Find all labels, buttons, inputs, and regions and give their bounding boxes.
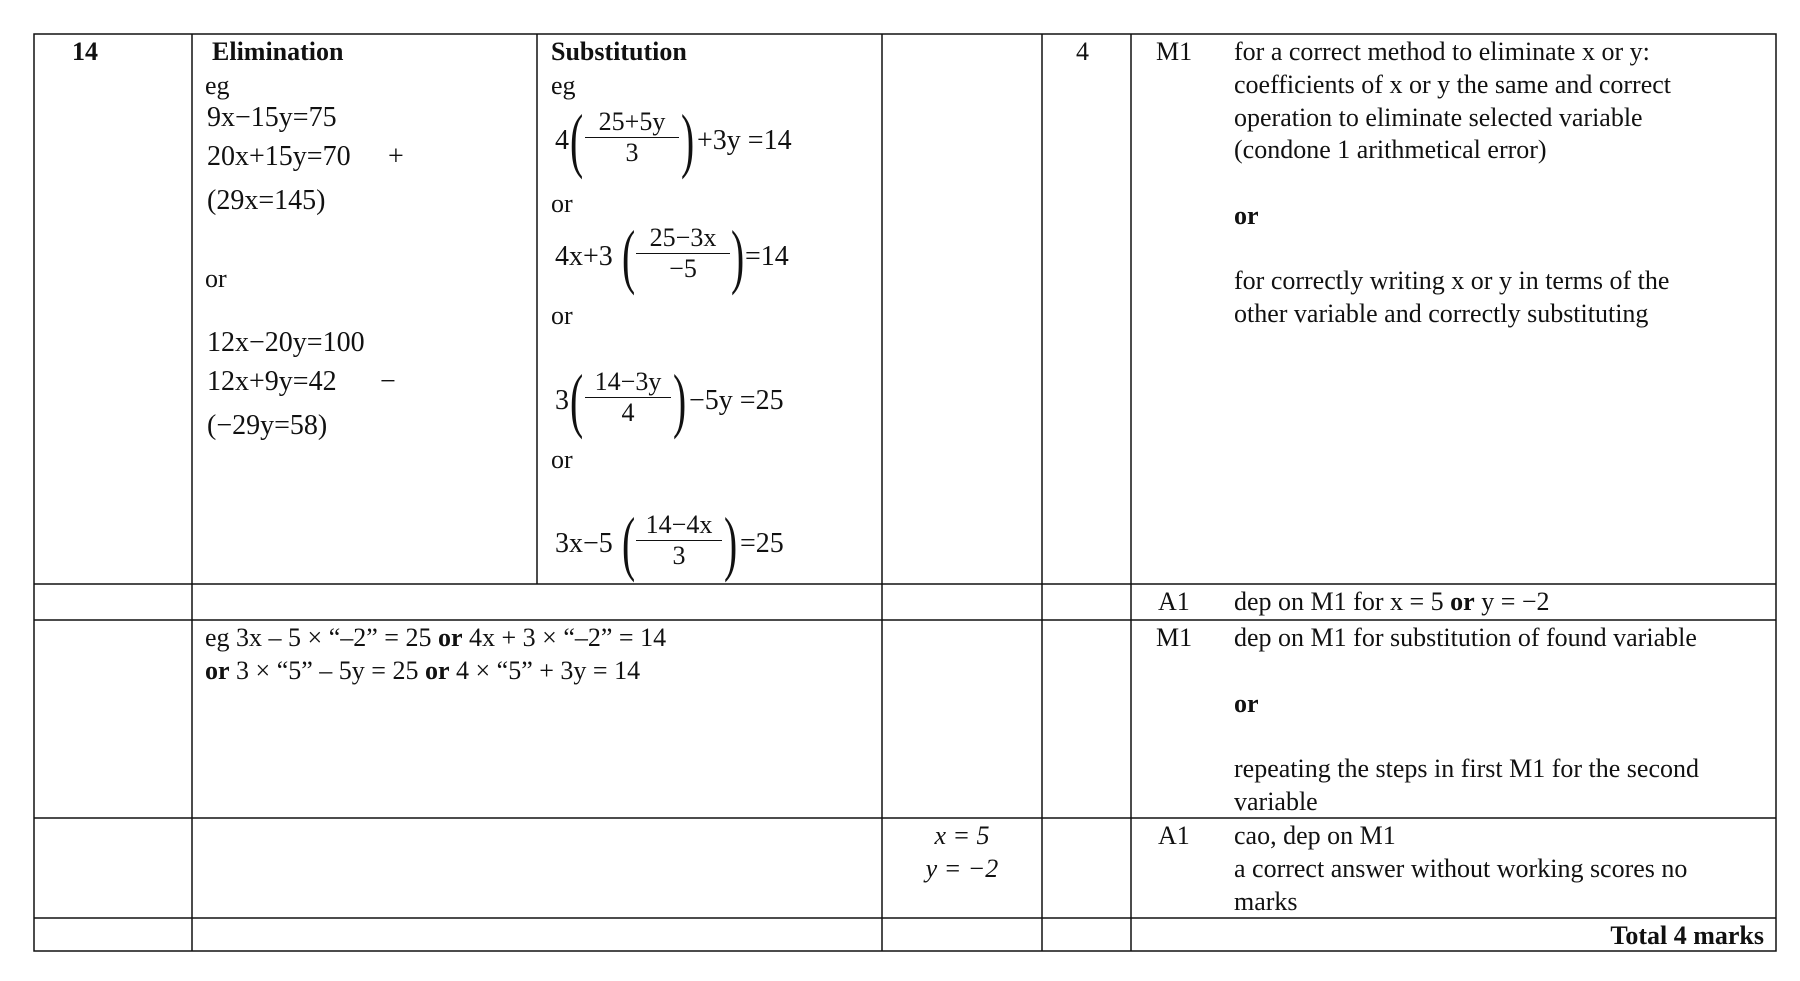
sub4-head: 3x−5: [555, 528, 613, 559]
row1-guidance-line3: operation to eliminate selected variable: [1234, 103, 1643, 132]
row3-guidance-line3: variable: [1234, 787, 1318, 816]
row4-mark-code: A1: [1158, 821, 1190, 850]
elimination-minus-sign: −: [380, 366, 396, 397]
row3-working-line2: [205, 655, 640, 687]
mark-total: 4: [1076, 37, 1089, 66]
elimination-heading: Elimination: [212, 37, 344, 66]
sub4-right-paren: ): [724, 503, 738, 583]
elimination-or: or: [205, 264, 227, 293]
sub4-numerator: 14−4x: [636, 510, 722, 541]
elimination-eq3: 12x−20y=100: [207, 327, 365, 358]
row3-guidance-line1: dep on M1 for substitution of found variable: [1234, 623, 1697, 652]
elimination-result-y: (−29y=58): [207, 410, 328, 441]
sub4-left-paren: (: [622, 503, 636, 583]
sub1-denominator: 3: [625, 138, 639, 167]
substitution-or-1: or: [551, 189, 573, 218]
sub2-fraction: [636, 223, 730, 284]
sub3-left-paren: (: [570, 360, 584, 440]
sub4-denominator: 3: [672, 541, 686, 570]
row1-guidance-line4: (condone 1 arithmetical error): [1234, 135, 1547, 164]
elimination-result-x: (29x=145): [207, 185, 326, 216]
sub3-numerator: 14−3y: [585, 367, 671, 398]
sub1-numerator: 25+5y: [585, 107, 679, 138]
sub2-right-paren: ): [731, 216, 745, 296]
row1-guidance-or: or: [1234, 201, 1259, 230]
row1-mark-code: M1: [1156, 37, 1193, 66]
sub1-right-paren: ): [681, 100, 695, 180]
row3-working-line2-tail: 4 × “5” + 3y = 14: [449, 656, 641, 685]
row3-working-line1: [205, 622, 666, 654]
sub3-denominator: 4: [621, 398, 635, 427]
sub3-right-paren: ): [673, 360, 687, 440]
substitution-heading: Substitution: [551, 37, 687, 66]
question-number: 14: [72, 37, 98, 66]
sub1-coefficient: 4: [555, 125, 569, 156]
sub3-fraction: [585, 367, 671, 428]
row1-guidance-line2: coefficients of x or y the same and correct: [1234, 70, 1671, 99]
answer-x: x = 5: [934, 821, 990, 850]
row2-guidance-pre: dep on M1 for x = 5: [1234, 587, 1451, 616]
row2-guidance-post: y = −2: [1474, 587, 1550, 616]
sub2-head: 4x+3: [555, 241, 613, 272]
row3-working-line1-post: 4x + 3 × “–2” = 14: [462, 623, 667, 652]
sub2-numerator: 25−3x: [636, 223, 730, 254]
substitution-or-3: or: [551, 445, 573, 474]
substitution-eg: eg: [551, 71, 576, 100]
sub1-fraction: [585, 107, 679, 168]
row3-guidance-or: or: [1234, 689, 1259, 718]
elimination-eq1: 9x−15y=75: [207, 102, 337, 133]
row3-guidance-line2: repeating the steps in first M1 for the second: [1234, 754, 1699, 783]
answer-y: y = −2: [925, 854, 999, 883]
row4-guidance-line1: cao, dep on M1: [1234, 821, 1396, 850]
row2-guidance-or: or: [1450, 587, 1475, 616]
row3-working-line2-mid: 3 × “5” – 5y = 25: [229, 656, 425, 685]
total-marks: Total 4 marks: [1610, 921, 1764, 950]
row4-guidance-line3: marks: [1234, 887, 1298, 916]
row3-working-line1-pre: eg 3x – 5 × “–2” = 25: [205, 623, 438, 652]
elimination-eg: eg: [205, 71, 230, 100]
row3-mark-code: M1: [1156, 623, 1193, 652]
sub4-fraction: [636, 510, 722, 571]
row3-working-line1-or: or: [437, 623, 463, 652]
row3-working-line2-or: or: [205, 656, 230, 685]
substitution-or-2: or: [551, 301, 573, 330]
elimination-plus-sign: +: [388, 141, 404, 172]
row3-working-line2-or2: or: [424, 656, 450, 685]
sub2-tail: =14: [745, 241, 789, 272]
row2-guidance: [1234, 586, 1550, 618]
sub2-left-paren: (: [622, 216, 636, 296]
sub1-tail: +3y =14: [697, 125, 792, 156]
elimination-eq2: 20x+15y=70: [207, 141, 351, 172]
row1-guidance-line6: other variable and correctly substituting: [1234, 299, 1649, 328]
row2-mark-code: A1: [1158, 587, 1190, 616]
sub3-coefficient: 3: [555, 385, 569, 416]
row1-guidance-line5: for correctly writing x or y in terms of the: [1234, 266, 1670, 295]
row4-guidance-line2: a correct answer without working scores no: [1234, 854, 1688, 883]
elimination-eq4: 12x+9y=42: [207, 366, 337, 397]
sub3-tail: −5y =25: [689, 385, 784, 416]
row1-guidance-line1: for a correct method to eliminate x or y:: [1234, 37, 1650, 66]
sub4-tail: =25: [740, 528, 784, 559]
sub2-denominator: −5: [669, 254, 697, 283]
sub1-left-paren: (: [570, 100, 584, 180]
